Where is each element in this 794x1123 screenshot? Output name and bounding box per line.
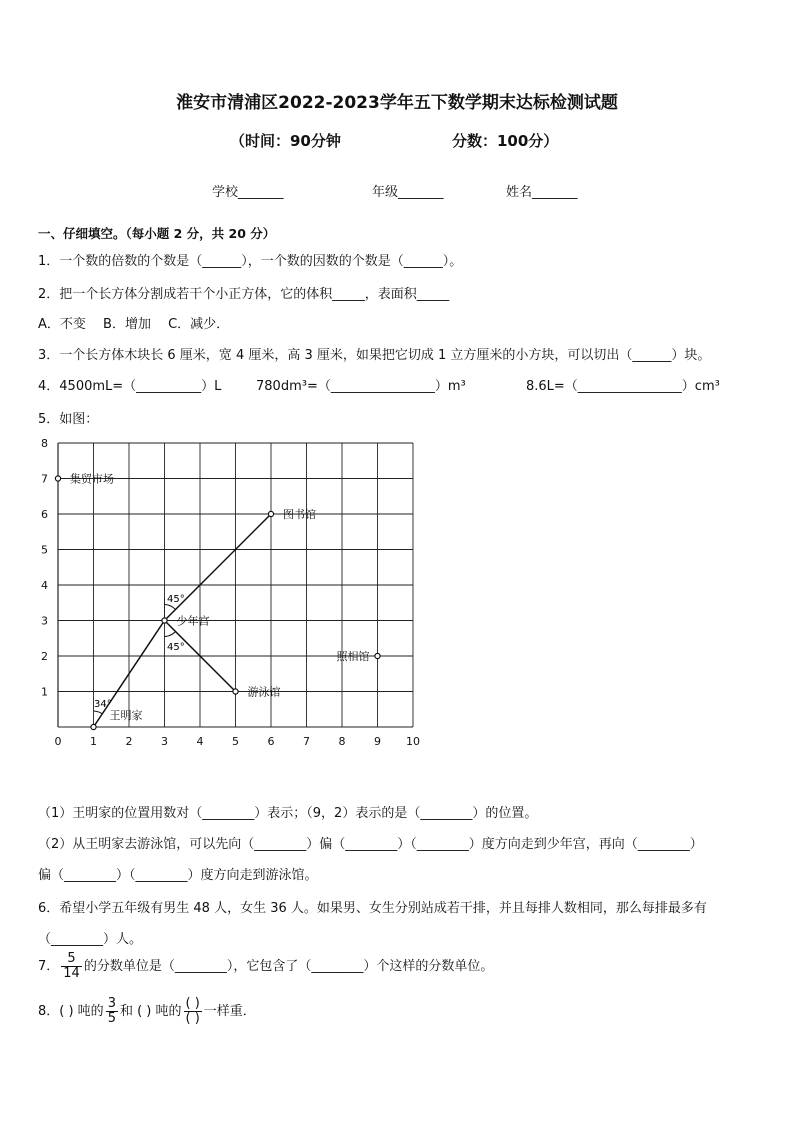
question-4-a: 4．4500mL=（__________）L [38,379,222,394]
coordinate-grid-figure [30,436,430,756]
question-5-2b: 偏（________）（________）度方向走到游泳馆。 [38,868,318,883]
question-5-2a: （2）从王明家去游泳馆，可以先向（________）偏（________）（________）度方向走到少年宫，再向（________） [38,837,703,852]
question-7-prefix: 7． [38,959,60,974]
place-point [162,618,167,623]
y-tick-label: 1 [41,685,48,699]
exam-score: 分数：100分） [452,132,559,150]
question-1: 1．一个数的倍数的个数是（______），一个数的因数的个数是（______）。 [38,254,463,269]
y-tick-label: 7 [41,472,48,486]
grade-field[interactable]: 年级_______ [372,185,444,200]
fraction-blank [184,997,202,1026]
question-3: 3．一个长方体木块长 6 厘米，宽 4 厘米，高 3 厘米，如果把它切成 1 立方厘米的小方块，可以切出（______）块。 [38,348,711,363]
place-label: 王明家 [109,709,143,722]
x-tick-label: 3 [161,735,168,748]
question-8-part3: 一样重． [203,1004,256,1019]
name-field[interactable]: 姓名_______ [506,185,578,200]
fraction-numerator: ( ) [185,996,200,1011]
angle-arc [165,632,176,637]
place-point [55,476,60,481]
question-7-rest: 的分数单位是（________），它包含了（________）个这样的分数单位。 [83,959,494,974]
fraction-5-14 [61,952,82,981]
page-title: 淮安市清浦区2022-2023学年五下数学期末达标检测试题 [176,93,618,113]
question-7 [38,952,493,981]
fraction-numerator: 5 [61,952,82,967]
question-8-part1: 8．( ) 吨的 [38,1004,104,1019]
angle-annotation: 34° [94,699,112,710]
question-4-c: 8.6L=（________________）cm³ [526,379,720,394]
grid-lines [58,443,413,727]
fraction-denominator: 5 [107,1011,116,1026]
school-field[interactable]: 学校_______ [212,185,284,200]
question-5-label: 5．如图： [38,412,99,427]
fraction-3-5 [106,997,118,1026]
section-heading: 一、仔细填空。（每小题 2 分，共 20 分） [38,226,276,241]
place-label: 图书馆 [283,508,316,521]
question-6-line1: 6．希望小学五年级有男生 48 人，女生 36 人。如果男、女生分别站成若干排，并且每排人数相同，那么每排最多有 [38,901,707,916]
question-8 [38,997,256,1026]
question-4-b: 780dm³=（________________）m³ [256,379,466,394]
place-points [55,472,380,730]
place-point [91,724,96,729]
x-tick-label: 1 [90,735,97,748]
y-tick-label: 8 [41,437,48,450]
angle-annotation: 45° [167,642,185,653]
place-label: 集贸市场 [70,472,114,486]
place-label: 少年宫 [176,614,210,628]
question-5-1: （1）王明家的位置用数对（________）表示；（9，2）表示的是（________）的位置。 [38,806,538,821]
x-tick-label: 6 [267,735,275,748]
x-tick-label: 9 [374,735,381,748]
place-point [375,653,380,658]
x-tick-label: 10 [406,735,420,748]
angle-annotation: 45° [167,594,185,605]
place-label: 游泳馆 [247,685,281,699]
y-tick-label: 5 [41,543,48,557]
y-tick-label: 6 [41,508,48,521]
y-tick-label: 4 [41,579,48,592]
fraction-denominator: 14 [63,966,80,981]
place-label: 照相馆 [336,650,370,663]
angle-arc [165,605,176,610]
fraction-denominator: ( ) [185,1011,200,1026]
question-8-part2: 和 ( ) 吨的 [119,1004,182,1019]
x-tick-label: 5 [232,735,239,748]
x-tick-label: 2 [125,735,133,748]
y-tick-label: 3 [41,614,48,628]
x-tick-label: 4 [196,735,204,748]
place-point [268,511,273,516]
y-tick-label: 2 [41,650,48,663]
angle-arc [94,711,103,714]
x-tick-label: 8 [338,735,346,748]
question-2-options: A．不变 B．增加 C．减少． [38,317,230,332]
fraction-numerator: 3 [107,996,116,1011]
x-tick-label: 7 [303,735,310,748]
place-point [233,689,238,694]
exam-time: （时间：90分钟 [230,132,341,150]
x-tick-label: 0 [54,735,62,748]
question-2: 2．把一个长方体分割成若干个小正方体，它的体积_____，表面积_____ [38,287,450,302]
question-6-line2: （________）人。 [38,932,143,947]
